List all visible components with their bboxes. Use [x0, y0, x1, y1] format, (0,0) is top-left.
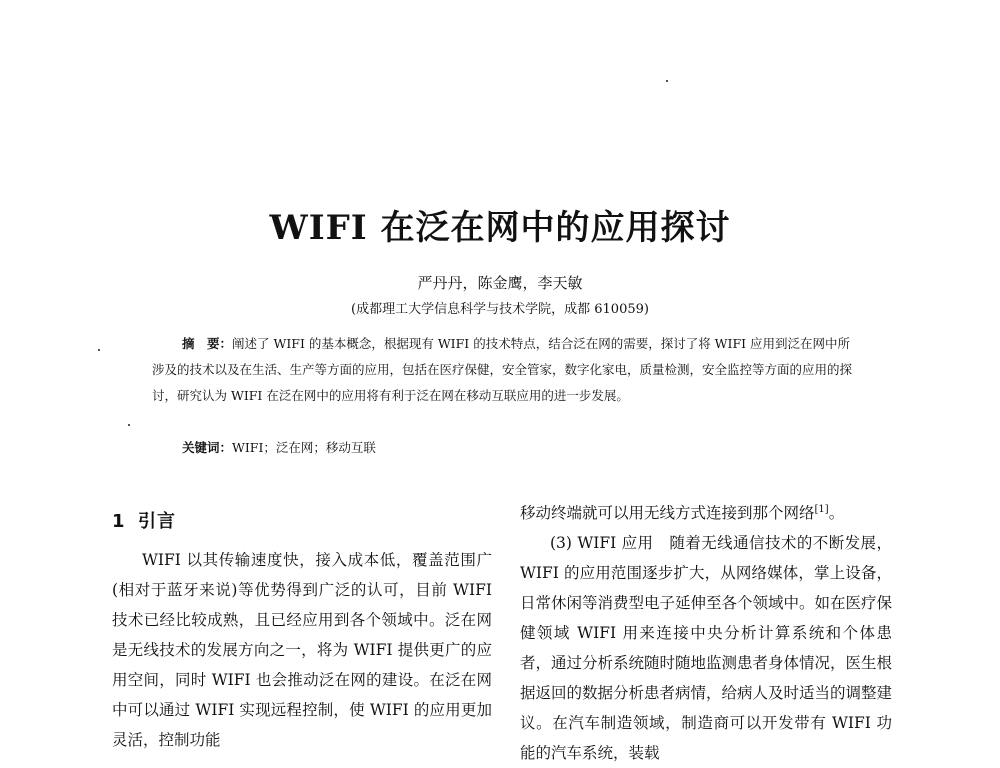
keywords-text: WIFI；泛在网；移动互联 [232, 440, 376, 455]
wifi-application-paragraph [520, 528, 892, 768]
citation-marker: [1] [814, 504, 829, 515]
section-paragraph [112, 545, 492, 755]
section-heading [112, 507, 492, 537]
continuation-text: 移动终端就可以用无线方式连接到那个网络 [520, 504, 815, 523]
section-title: 引言 [138, 511, 176, 532]
keywords [182, 438, 858, 456]
abstract-label: 摘 要： [182, 336, 233, 351]
section-paragraph-text: WIFI 以其传输速度快，接入成本低，覆盖范围广(相对于蓝牙来说)等优势得到广泛的认可，目前 WIFI 技术已经比较成熟，且已经应用到各个领域中。泛在网是无线技术的发展方向之一，将为 WIFI 提供更广的应用空间，同时 WIFI 也会推动泛在网的建设。在泛在网中可以通过 WIFI 实现远程控制，使 WIFI 的应用更加灵活，控制功能 [112, 551, 492, 749]
scan-speck [128, 424, 130, 426]
paper-affiliation: (成都理工大学信息科学与技术学院，成都 610059) [351, 302, 649, 317]
left-column [112, 495, 492, 755]
continuation-paragraph [520, 495, 892, 528]
right-column [520, 495, 892, 768]
continuation-end: 。 [828, 504, 845, 523]
paper-title: WIFI 在泛在网中的应用探讨 [269, 208, 731, 248]
abstract-text: 阐述了 WIFI 的基本概念，根据现有 WIFI 的技术特点，结合泛在网的需要，探讨了将 WIFI 应用到泛在网中所涉及的技术以及在生活、生产等方面的应用，包括在医疗保健，安全管家，数字化家电，质量检测，安全监控等方面的应用的探讨，研究认为 WIFI 在泛在网中的应用将有利于泛在网在移动互联应用的进一步发展。 [152, 336, 853, 403]
abstract [152, 331, 858, 409]
scan-speck [666, 80, 668, 82]
paper-authors: 严丹丹，陈金鹰，李天敏 [417, 274, 583, 292]
section-number: 1 [112, 511, 126, 532]
scan-speck [98, 349, 100, 351]
keywords-label: 关键词： [182, 440, 233, 455]
wifi-application-text: (3) WIFI 应用 随着无线通信技术的不断发展，WIFI 的应用范围逐步扩大，从网络媒体，掌上设备，日常休闲等消费型电子延伸至各个领域中。如在医疗保健领域 WIFI 用来连接中央分析计算系统和个体患者，通过分析系统随时随地监测患者身体情况，医生根据返回的数据分析患者病情，给病人及时适当的调整建议。在汽车制造领域，制造商可以开发带有 WIFI 功能的汽车系统，装载 [520, 534, 893, 763]
